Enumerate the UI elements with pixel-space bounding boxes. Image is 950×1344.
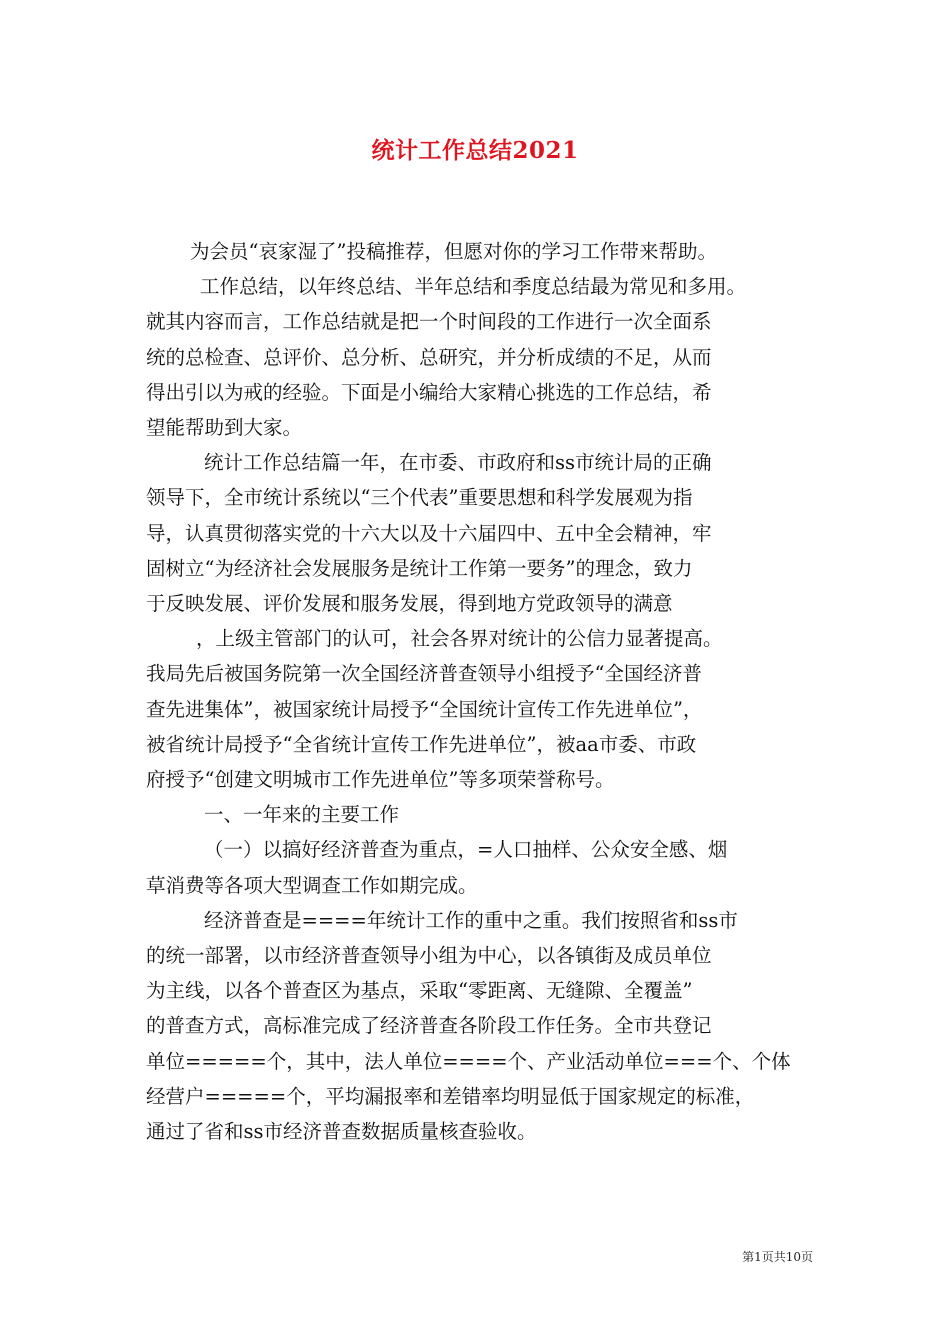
- body-line: 工作总结，以年终总结、半年总结和季度总结最为常见和多用。: [200, 275, 747, 299]
- body-line: 查先进集体”，被国家统计局授予“全国统计宣传工作先进单位”，: [146, 697, 703, 721]
- body-line: 为会员“哀家湿了”投稿推荐，但愿对你的学习工作带来帮助。: [190, 240, 717, 263]
- document-body: [146, 234, 826, 1149]
- body-line: 经营户=====个，平均漏报率和差错率均明显低于国家规定的标准，: [146, 1084, 755, 1108]
- body-line: 府授予“创建文明城市工作先进单位”等多项荣誉称号。: [146, 768, 615, 792]
- body-line: 通过了省和ss市经济普查数据质量核查验收。: [146, 1120, 537, 1144]
- body-line: 得出引以为戒的经验。下面是小编给大家精心挑选的工作总结，希: [146, 380, 712, 404]
- body-line: 草消费等各项大型调查工作如期完成。: [146, 873, 478, 897]
- body-line: 统计工作总结篇一年，在市委、市政府和ss市统计局的正确: [204, 451, 712, 475]
- body-line: ，上级主管部门的认可，社会各界对统计的公信力显著提高。: [196, 627, 723, 651]
- body-line: 为主线，以各个普查区为基点，采取“零距离、无缝隙、全覆盖”: [146, 979, 693, 1003]
- body-line: 经济普查是====年统计工作的重中之重。我们按照省和ss市: [204, 908, 738, 932]
- body-line: 望能帮助到大家。: [146, 416, 303, 440]
- body-line: 就其内容而言，工作总结就是把一个时间段的工作进行一次全面系: [146, 310, 712, 334]
- document-title: 统计工作总结2021: [371, 137, 579, 164]
- section-heading: 一、一年来的主要工作: [204, 803, 400, 827]
- body-line: 领导下，全市统计系统以“三个代表”重要思想和科学发展观为指: [146, 486, 693, 510]
- body-line: 于反映发展、评价发展和服务发展，得到地方党政领导的满意: [146, 592, 673, 616]
- subsection-heading: （一）以搞好经济普查为重点，=人口抽样、公众安全感、烟: [204, 838, 728, 862]
- body-line: 单位=====个，其中，法人单位====个、产业活动单位===个、个体: [146, 1049, 791, 1073]
- body-line: 统的总检查、总评价、总分析、总研究，并分析成绩的不足，从而: [146, 345, 712, 369]
- body-line: 我局先后被国务院第一次全国经济普查领导小组授予“全国经济普: [146, 662, 702, 686]
- page-number-footer: 第1页共10页: [742, 1250, 813, 1264]
- body-line: 导，认真贯彻落实党的十六大以及十六届四中、五中全会精神，牢: [146, 521, 712, 545]
- body-line: 被省统计局授予“全省统计宣传工作先进单位”，被aa市委、市政: [146, 732, 697, 756]
- body-line: 的普查方式，高标准完成了经济普查各阶段工作任务。全市共登记: [146, 1014, 712, 1038]
- body-line: 固树立“为经济社会发展服务是统计工作第一要务”的理念，致力: [146, 556, 693, 580]
- body-line: 的统一部署，以市经济普查领导小组为中心，以各镇街及成员单位: [146, 944, 712, 968]
